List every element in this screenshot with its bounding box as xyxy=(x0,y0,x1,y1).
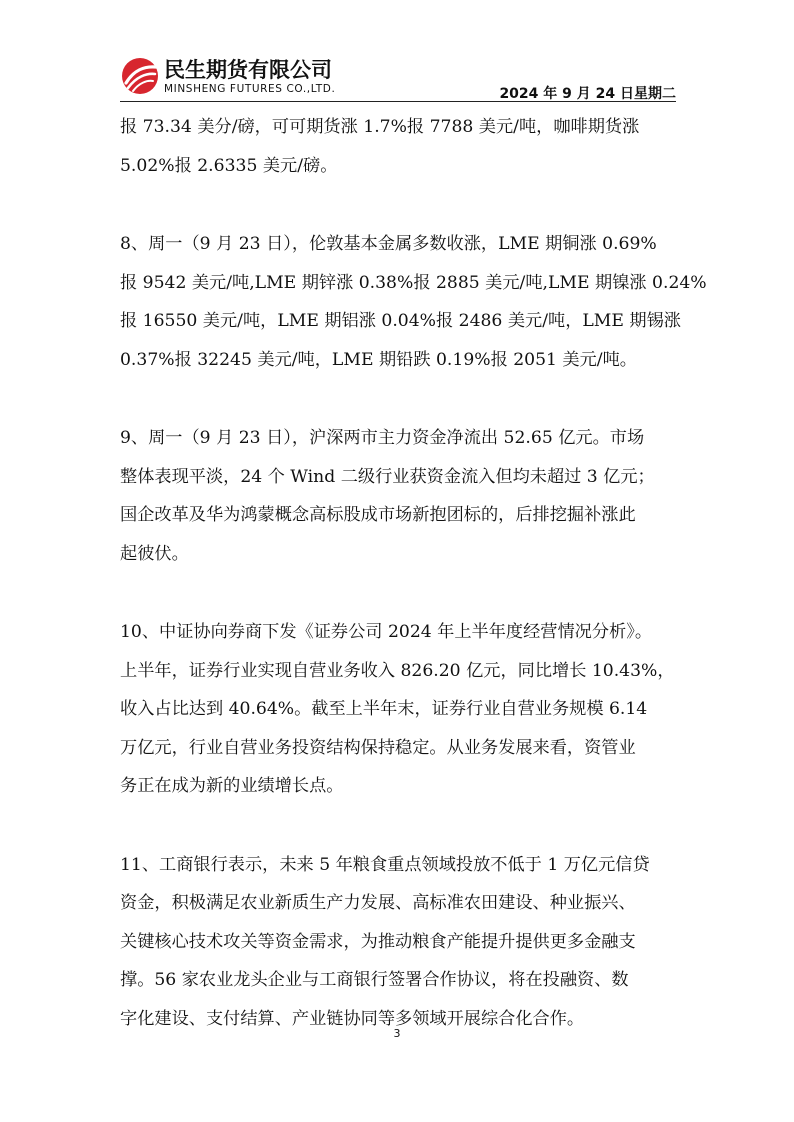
text-line: 撑。56 家农业龙头企业与工商银行签署合作协议，将在投融资、数 xyxy=(120,970,629,990)
text-line: 起彼伏。 xyxy=(120,543,189,564)
document-body xyxy=(120,108,707,1038)
page-number: 3 xyxy=(393,1027,401,1040)
text-line: 字化建设、支付结算、产业链协同等多领域开展综合化合作。 xyxy=(120,1008,585,1029)
report-date: 2024 年 9 月 24 日星期二 xyxy=(499,86,676,102)
minsheng-logo-icon xyxy=(120,56,160,96)
text-line: 0.37%报 32245 美元/吨，LME 期铅跌 0.19%报 2051 美元/吨。 xyxy=(120,349,637,370)
text-line: 5.02%报 2.6335 美元/磅。 xyxy=(120,155,338,176)
text-line: 报 16550 美元/吨，LME 期铝涨 0.04%报 2486 美元/吨，LME 期锡涨 xyxy=(120,311,681,331)
text-line: 资金，积极满足农业新质生产力发展、高标准农田建设、种业振兴、 xyxy=(120,893,636,913)
text-line: 10、中证协向券商下发《证券公司 2024 年上半年度经营情况分析》。 xyxy=(120,622,653,642)
text-line: 务正在成为新的业绩增长点。 xyxy=(120,776,344,796)
paragraph-item-9 xyxy=(120,419,680,573)
text-line: 万亿元，行业自营业务投资结构保持稳定。从业务发展来看，资管业 xyxy=(120,737,636,758)
paragraph-item-11 xyxy=(120,846,680,1039)
text-line: 收入占比达到 40.64%。截至上半年末，证券行业自营业务规模 6.14 xyxy=(120,699,648,719)
text-line: 整体表现平淡，24 个 Wind 二级行业获资金流入但均未超过 3 亿元； xyxy=(120,466,655,487)
paragraph-item-10 xyxy=(120,613,680,806)
text-line: 关键核心技术攻关等资金需求，为推动粮食产能提升提供更多金融支 xyxy=(120,931,636,952)
company-name-cn: 民生期货有限公司 xyxy=(164,58,332,82)
text-line: 国企改革及华为鸿蒙概念高标股成市场新抱团标的，后排挖掘补涨此 xyxy=(120,505,636,525)
text-line: 9、周一（9 月 23 日），沪深两市主力资金净流出 52.65 亿元。市场 xyxy=(120,428,645,448)
page-header xyxy=(120,52,676,102)
header-divider xyxy=(120,101,676,102)
text-line: 报 9542 美元/吨,LME 期锌涨 0.38%报 2885 美元/吨,LME 期镍涨 0.24% xyxy=(120,272,707,293)
paragraph-item-8 xyxy=(120,225,707,379)
text-line: 上半年，证券行业实现自营业务收入 826.20 亿元，同比增长 10.43%， xyxy=(120,660,675,681)
paragraph-commodities-tail xyxy=(120,108,680,185)
text-line: 8、周一（9 月 23 日），伦敦基本金属多数收涨，LME 期铜涨 0.69% xyxy=(120,234,657,254)
text-line: 11、工商银行表示，未来 5 年粮食重点领域投放不低于 1 万亿元信贷 xyxy=(120,854,650,875)
company-name-en: MINSHENG FUTURES CO.,LTD. xyxy=(164,83,336,95)
text-line: 报 73.34 美分/磅，可可期货涨 1.7%报 7788 美元/吨，咖啡期货涨 xyxy=(120,117,640,137)
